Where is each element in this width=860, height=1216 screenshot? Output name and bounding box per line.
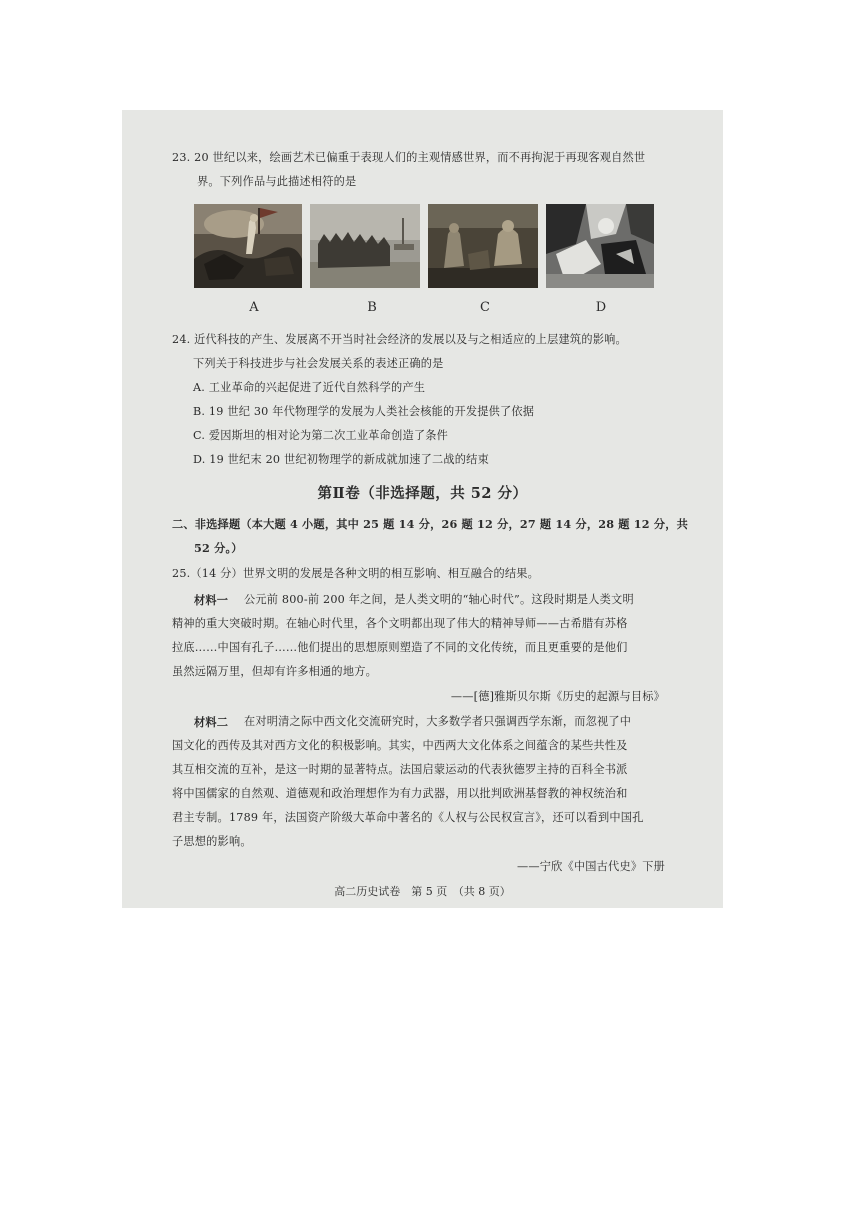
material2-line: 在对明清之际中西文化交流研究时，大多数学者只强调西学东渐，而忽视了中 — [244, 715, 632, 728]
material2-line: 国文化的西传及其对西方文化的积极影响。其实，中西两大文化体系之间蕴含的某些共性及 — [172, 739, 628, 752]
painting-d-label: D — [595, 300, 607, 315]
q24-option-b: B. 19 世纪 30 年代物理学的发展为人类社会核能的开发提供了依据 — [193, 405, 535, 418]
painting-a-label: A — [249, 300, 259, 315]
q24-line2: 下列关于科技进步与社会发展关系的表述正确的是 — [193, 357, 444, 370]
q24-option-a: A. 工业革命的兴起促进了近代自然科学的产生 — [193, 381, 426, 394]
q24-line1: 24. 近代科技的产生、发展离不开当时社会经济的发展以及与之相适应的上层建筑的影响。 — [172, 333, 627, 346]
page-footer: 高二历史试卷 第 5 页 （共 8 页） — [334, 885, 511, 898]
section-title: 第Ⅱ卷（非选择题，共 52 分） — [317, 485, 528, 502]
q25-intro: 25.（14 分）世界文明的发展是各种文明的相互影响、相互融合的结果。 — [172, 567, 540, 580]
material1-source: ——[德]雅斯贝尔斯《历史的起源与目标》 — [450, 690, 665, 703]
material1-line: 虽然远隔万里，但却有许多相通的地方。 — [172, 665, 377, 678]
q23-line2: 界。下列作品与此描述相符的是 — [197, 175, 357, 188]
painting-c-image — [428, 204, 538, 288]
exam-page — [122, 110, 723, 908]
painting-c-label: C — [480, 300, 490, 315]
material2-source: ——宁欣《中国古代史》下册 — [516, 860, 665, 873]
painting-b-label: B — [367, 300, 377, 315]
material2-line: 子思想的影响。 — [172, 835, 252, 848]
material1-line: 拉底……中国有孔子……他们提出的思想原则塑造了不同的文化传统，而且更重要的是他们 — [172, 641, 628, 654]
painting-a-image — [194, 204, 302, 288]
material2-line: 将中国儒家的自然观、道德观和政治理想作为有力武器，用以批判欧洲基督教的神权统治和 — [172, 787, 628, 800]
material2-line: 君主专制。1789 年，法国资产阶级大革命中著名的《人权与公民权宣言》，还可以看到中国孔 — [172, 811, 644, 824]
material1-label: 材料一 — [194, 593, 229, 607]
painting-b-image — [310, 204, 420, 288]
material1-line: 公元前 800-前 200 年之间，是人类文明的“轴心时代”。这段时期是人类文明 — [244, 593, 634, 606]
q24-option-c: C. 爱因斯坦的相对论为第二次工业革命创造了条件 — [193, 429, 449, 442]
section-heading-line1: 二、非选择题（本大题 4 小题，其中 25 题 14 分，26 题 12 分，27 题 14 分，28 题 12 分，共 — [172, 517, 689, 531]
painting-d-image — [546, 204, 654, 288]
q23-line1: 23. 20 世纪以来，绘画艺术已偏重于表现人们的主观情感世界，而不再拘泥于再现客观自然世 — [172, 151, 646, 164]
section-heading-line2: 52 分。） — [194, 541, 243, 555]
q24-option-d: D. 19 世纪末 20 世纪初物理学的新成就加速了二战的结束 — [193, 453, 489, 466]
material1-line: 精神的重大突破时期。在轴心时代里，各个文明都出现了伟大的精神导师——古希腊有苏格 — [172, 617, 628, 630]
material2-label: 材料二 — [194, 715, 229, 729]
material2-line: 其互相交流的互补，是这一时期的显著特点。法国启蒙运动的代表狄德罗主持的百科全书派 — [172, 763, 628, 776]
